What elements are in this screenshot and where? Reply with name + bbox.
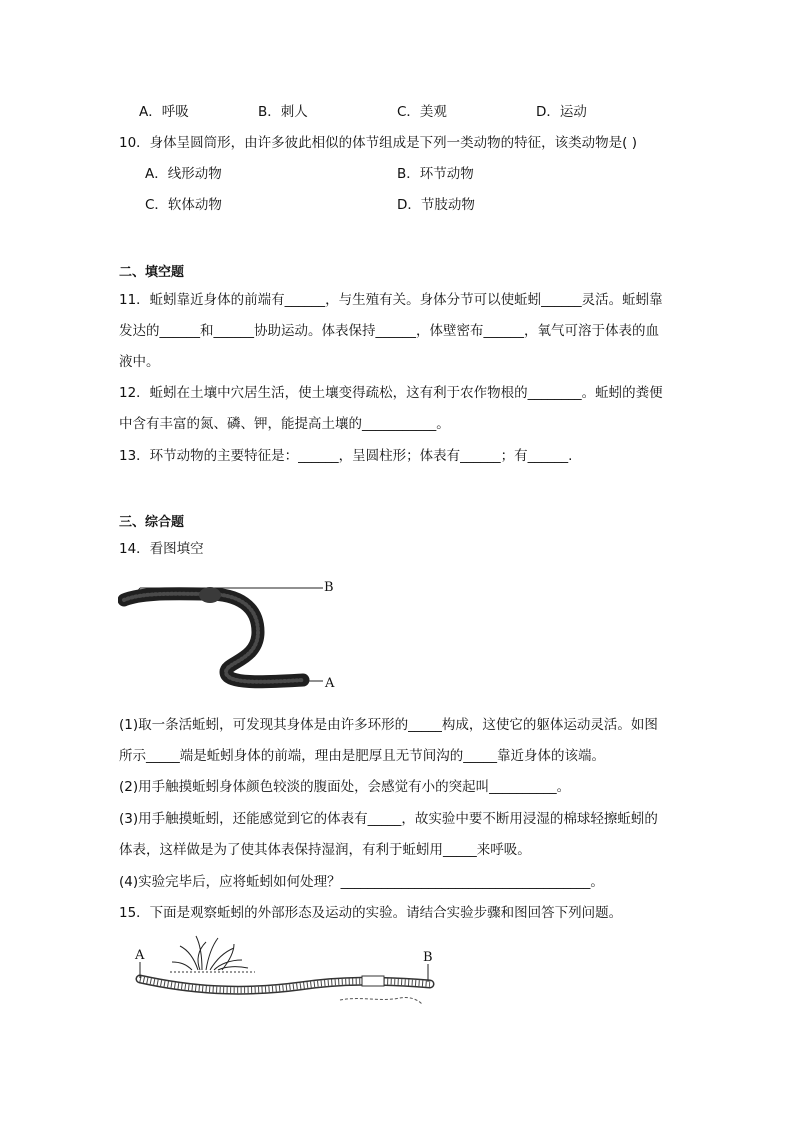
q10-stem: 10．身体呈圆筒形，由许多彼此相似的体节组成是下列一类动物的特征，该类动物是( ) [119,135,638,151]
q14-part1-line-2: 所示_____端是蚯蚓身体的前端，理由是肥厚且无节间沟的_____靠近身体的该端。 [119,748,605,764]
q9-option-c: C．美观 [397,104,447,120]
q9-option-a: A．呼吸 [139,104,189,120]
q10-option-b: B．环节动物 [397,166,474,182]
earthworm-figure-1 [118,570,348,700]
figure1-label-b: B [324,580,334,595]
q14-part2: (2)用手触摸蚯蚓身体颜色较淡的腹面处，会感觉有小的突起叫__________。 [119,779,571,795]
q14-part4: (4)实验完毕后，应将蚯蚓如何处理？_____________________________________。 [119,874,604,890]
section-title-comprehensive: 三、综合题 [119,515,185,530]
figure1-label-a: A [325,676,335,691]
q10-option-a: A．线形动物 [145,166,222,182]
q9-option-d: D．运动 [536,104,587,120]
figure2-label-b: B [423,950,433,965]
q14-part3-line-1: (3)用手触摸蚯蚓，还能感觉到它的体表有_____，故实验中要不断用浸湿的棉球轻擦蚯蚓的 [119,811,658,827]
earthworm-figure-2 [130,930,440,1012]
q15-title: 15．下面是观察蚯蚓的外部形态及运动的实验。请结合实验步骤和图回答下列问题。 [119,905,623,921]
figure2-label-a: A [135,948,145,963]
q13-line: 13．环节动物的主要特征是：______，呈圆柱形；体表有______；有______. [119,448,573,464]
q10-option-d: D．节肢动物 [397,197,475,213]
q11-line-1: 11．蚯蚓靠近身体的前端有______，与生殖有关。身体分节可以使蚯蚓______灵活。蚯蚓靠 [119,292,663,308]
q12-line-1: 12．蚯蚓在土壤中穴居生活，使土壤变得疏松，这有利于农作物根的________。蚯蚓的粪便 [119,385,663,401]
q11-line-3: 液中。 [119,354,160,370]
q9-option-b: B．刺人 [258,104,308,120]
q14-part3-line-2: 体表，这样做是为了使其体表保持湿润，有利于蚯蚓用_____来呼吸。 [119,842,531,858]
section-title-fill-blanks: 二、填空题 [119,265,185,280]
q14-title: 14．看图填空 [119,541,204,557]
q11-line-2: 发达的______和______协助运动。体表保持______，体壁密布______，氧气可溶于体表的血 [119,323,659,339]
q14-part1-line-1: (1)取一条活蚯蚓，可发现其身体是由许多环形的_____构成，这使它的躯体运动灵活。如图 [119,717,658,733]
q10-option-c: C．软体动物 [145,197,222,213]
q12-line-2: 中含有丰富的氮、磷、钾，能提高土壤的___________。 [119,416,450,432]
